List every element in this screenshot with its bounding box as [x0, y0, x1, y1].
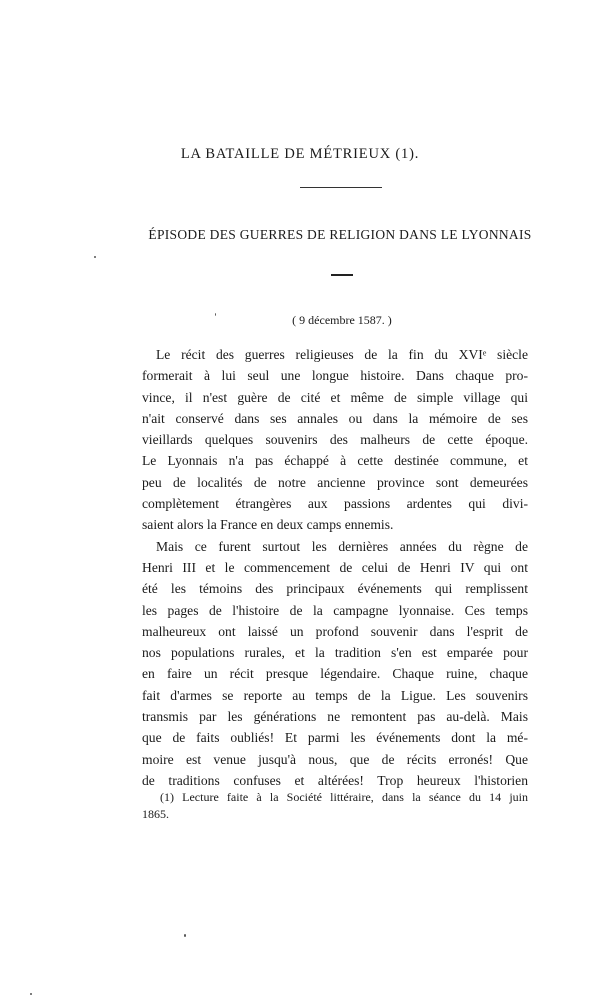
- chapter-subtitle: ÉPISODE DES GUERRES DE RELIGION DANS LE LYONNAIS: [148, 227, 532, 242]
- body-line: de traditions confuses et altérées! Trop heureux l'historien: [142, 772, 528, 788]
- body-line: malheureux ont laissé un profond souvenir dans l'esprit de: [142, 623, 528, 639]
- footnote-line: (1) Lecture faite à la Société littéraire, dans la séance du 14 juin: [160, 790, 528, 804]
- body-line: que de faits oubliés! Et parmi les événements dont la mé-: [142, 730, 528, 746]
- body-line: fait d'armes se reporte au temps de la Ligue. Les souvenirs: [142, 687, 528, 703]
- body-line: saient alors la France en deux camps ennemis.: [142, 517, 394, 533]
- body-line: les pages de l'histoire de la campagne lyonnaise. Ces temps: [142, 602, 528, 618]
- body-line: transmis par les générations ne remontent pas au-delà. Mais: [142, 709, 528, 725]
- body-line: nos populations rurales, et la tradition s'en est emparée pour: [142, 645, 528, 661]
- body-line: complètement étrangères aux passions ardentes qui divi-: [142, 496, 528, 512]
- chapter-title: LA BATAILLE DE MÉTRIEUX (1).: [180, 146, 420, 162]
- body-line: formerait à lui seul une longue histoire. Dans chaque pro-: [142, 368, 528, 384]
- body-line: Henri III et le commencement de celui de Henri IV qui ont: [142, 559, 528, 575]
- body-line: moire est venue jusqu'à nous, que de récits erronés! Que: [142, 751, 528, 767]
- body-line: peu de localités de notre ancienne province sont demeurées: [142, 474, 528, 490]
- body-line: n'ait conservé dans ses annales ou dans la mémoire de ses: [142, 410, 528, 426]
- title-divider: [300, 187, 382, 188]
- body-line: Le récit des guerres religieuses de la fin du XVIᵉ siècle: [156, 347, 528, 362]
- body-line: vince, il n'est guère de cité et même de simple village qui: [142, 389, 528, 405]
- subtitle-divider: [331, 274, 353, 276]
- footnote-line: 1865.: [142, 807, 169, 821]
- chapter-date: ( 9 décembre 1587. ): [292, 313, 392, 327]
- body-text: [142, 344, 528, 791]
- body-line: Mais ce furent surtout les dernières années du règne de: [156, 538, 528, 554]
- body-line: été les témoins des principaux événements qui remplissent: [142, 581, 528, 597]
- footnote: [142, 789, 528, 823]
- body-line: Le Lyonnais n'a pas échappé à cette destinée commune, et: [142, 453, 528, 469]
- scan-speck: [184, 934, 186, 937]
- scan-speck: [30, 993, 32, 995]
- scan-speck: [215, 313, 216, 316]
- body-line: en faire un récit presque légendaire. Chaque ruine, chaque: [142, 666, 528, 682]
- scan-speck: [94, 256, 96, 258]
- body-line: vieillards quelques souvenirs des malheurs de cette époque.: [142, 432, 528, 448]
